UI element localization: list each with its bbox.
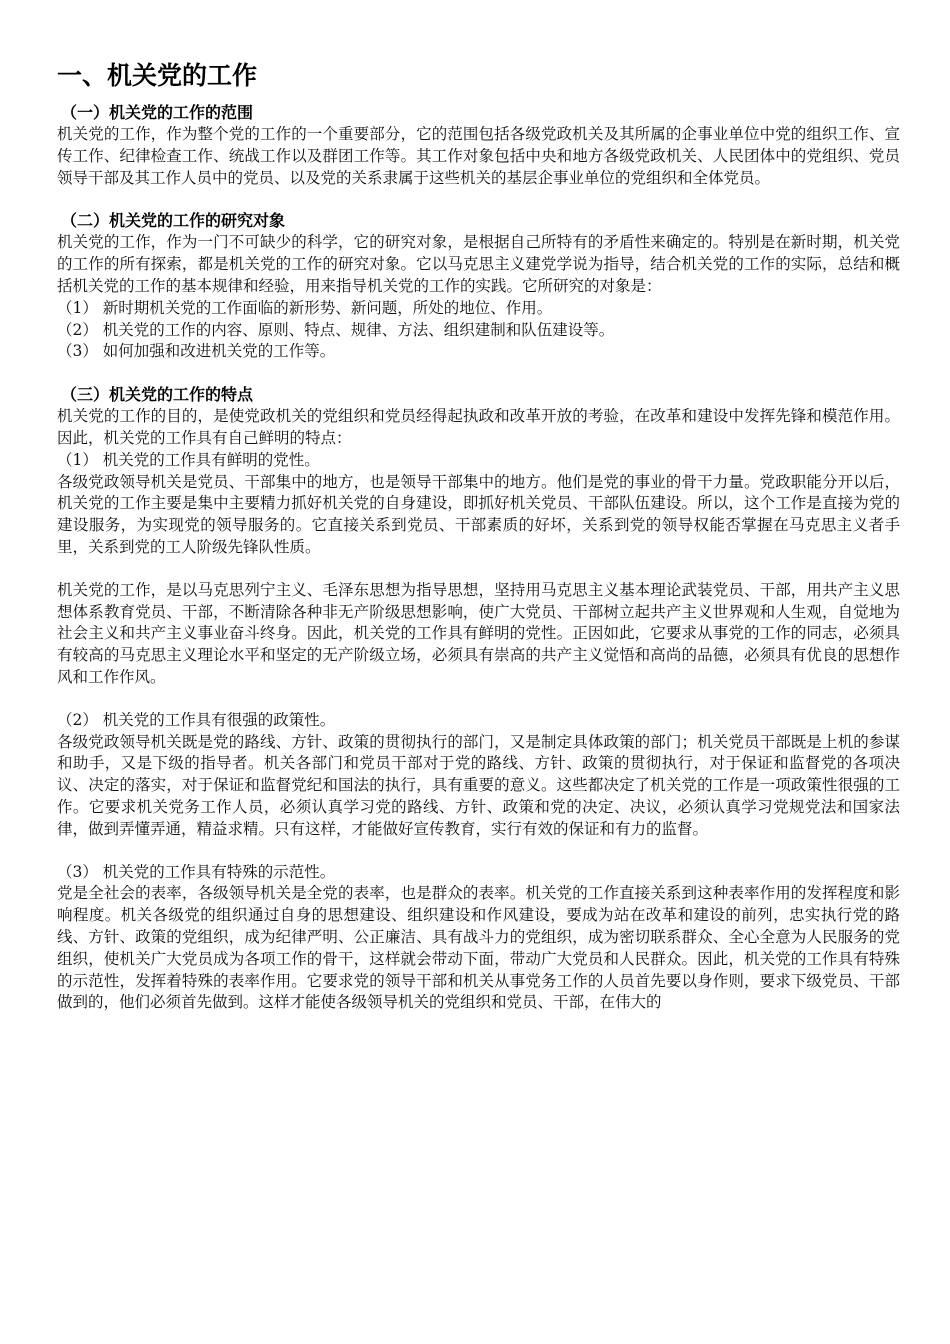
point-title-party-spirit: （1） 机关党的工作具有鲜明的党性。 (57, 450, 320, 469)
spacer (57, 689, 900, 710)
list-item: （1） 新时期机关党的工作面临的新形势、新问题，所处的地位、作用。 (57, 298, 553, 317)
list-item: （3） 如何加强和改进机关党的工作等。 (57, 342, 336, 361)
point-paragraph-party-spirit-1: 各级党政领导机关是党员、干部集中的地方，也是领导干部集中的地方。他们是党的事业的骨干力量。党政职能分开以后，机关党的工作主要是集中主要精力抓好机关党的自身建设，即抓好机关党员、干部队伍建设。所以，这个工作是直接为党的建设服务，为实现党的领导服务的。它直接关系到党员、干部素质的好坏，关系到党的领导权能否掌握在马克思主义者手里，关系到党的工人阶级先锋队性质。 (57, 472, 900, 556)
point-title-exemplary: （3） 机关党的工作具有特殊的示范性。 (57, 862, 336, 881)
section-intro-characteristics: 机关党的工作的目的，是使党政机关的党组织和党员经得起执政和改革开放的考验，在改革和建设中发挥先锋和模范作用。因此，机关党的工作具有自己鲜明的特点： (57, 407, 900, 447)
page-title: 一、机关党的工作 (57, 61, 258, 90)
spacer (57, 841, 900, 862)
section-heading-research-object: （二）机关党的工作的研究对象 (61, 211, 286, 231)
section-paragraph-scope: 机关党的工作，作为整个党的工作的一个重要部分，它的范围包括各级党政机关及其所属的企事业单位中党的组织工作、宣传工作、纪律检查工作、统战工作以及群团工作等。其工作对象包括中央和地方各级党政机关、人民团体中的党组织、党员领导干部及其工作人员中的党员、以及党的关系隶属于这些机关的基层企事业单位的党组织和全体党员。 (57, 125, 900, 187)
spacer (57, 189, 900, 210)
spacer (57, 363, 900, 384)
section-heading-characteristics: （三）机关党的工作的特点 (61, 385, 254, 405)
list-item: （2） 机关党的工作的内容、原则、特点、规律、方法、组织建制和队伍建设等。 (57, 320, 615, 339)
point-paragraph-party-spirit-2: 机关党的工作，是以马克思列宁主义、毛泽东思想为指导思想，坚持用马克思主义基本理论武装党员、干部，用共产主义思想体系教育党员、干部，不断清除各种非无产阶级思想影响，使广大党员、干部树立起共产主义世界观和人生观，自觉地为社会主义和共产主义事业奋斗终身。因此，机关党的工作具有鲜明的党性。正因如此，它要求从事党的工作的同志，必须具有较高的马克思主义理论水平和坚定的无产阶级立场，必须具有崇高的共产主义觉悟和高尚的品德，必须具有优良的思想作风和工作作风。 (57, 580, 900, 686)
point-title-policy: （2） 机关党的工作具有很强的政策性。 (57, 710, 336, 729)
section-heading-scope: （一）机关党的工作的范围 (61, 103, 254, 122)
point-paragraph-policy: 各级党政领导机关既是党的路线、方针、政策的贯彻执行的部门，又是制定具体政策的部门；机关党员干部既是上机的参谋和助手，又是下级的指导者。机关各部门和党员干部对于党的路线、方针、政策的贯彻执行，对于保证和监督党的各项决议、决定的落实，对于保证和监督党纪和国法的执行，具有重要的意义。这些都决定了机关党的工作是一项政策性很强的工作。它要求机关党务工作人员，必须认真学习党的路线、方针、政策和党的决定、决议，必须认真学习党规党法和国家法律，做到弄懂弄通，精益求精。只有这样，才能做好宣传教育，实行有效的保证和有力的监督。 (57, 732, 900, 838)
spacer (57, 559, 900, 580)
point-paragraph-exemplary: 党是全社会的表率，各级领导机关是全党的表率，也是群众的表率。机关党的工作直接关系到这种表率作用的发挥程度和影响程度。机关各级党的组织通过自身的思想建设、组织建设和作风建设，要成为站在改革和建设的前列，忠实执行党的路线、方针、政策的党组织，成为纪律严明、公正廉洁、具有战斗力的党组织，成为密切联系群众、全心全意为人民服务的党组织，使机关广大党员成为各项工作的骨干，这样就会带动下面，带动广大党员和人民群众。因此，机关党的工作具有特殊的示范性，发挥着特殊的表率作用。它要求党的领导干部和机关从事党务工作的人员首先要以身作则，要求下级党员、干部做到的，他们必须首先做到。这样才能使各级领导机关的党组织和党员、干部，在伟大的 (57, 884, 900, 1012)
section-paragraph-research-object: 机关党的工作，作为一门不可缺少的科学，它的研究对象，是根据自己所特有的矛盾性来确定的。特别是在新时期，机关党的工作的所有探索，都是机关党的工作的研究对象。它以马克思主义建党学说为指导，结合机关党的工作的实际，总结和概括机关党的工作的基本规律和经验，用来指导机关党的工作的实践。它所研究的对象是： (57, 233, 900, 295)
